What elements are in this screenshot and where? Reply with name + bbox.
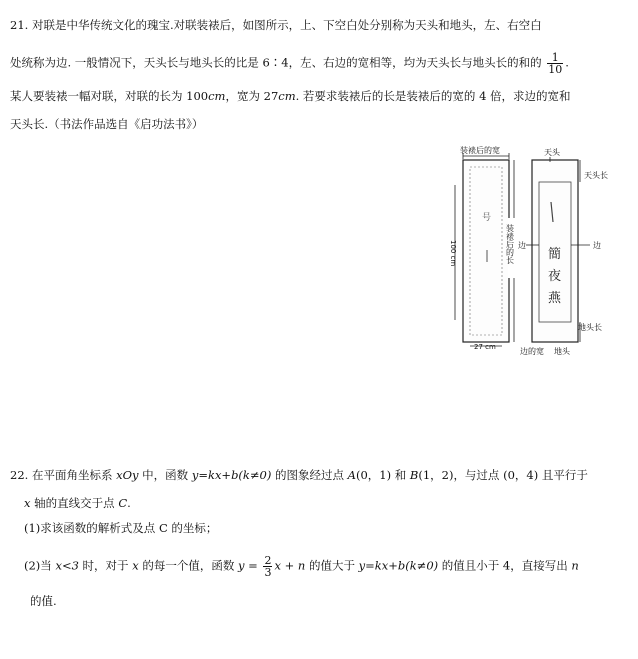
- q22-pointB: B: [409, 468, 419, 482]
- scroll-figure: [440, 140, 620, 365]
- q22-line2: [24, 495, 131, 511]
- calli-char-1: 簡: [548, 247, 562, 262]
- label-100cm: 100 cm: [449, 240, 457, 267]
- label-tiantou-len: 天头长: [584, 171, 608, 180]
- q22-text-1e: ，与过点 (0，4) 且平行于: [453, 468, 588, 482]
- q22-part2-f: 的值且小于 4，直接写出: [438, 558, 572, 573]
- q22-part2-e: 的值大于: [305, 558, 359, 573]
- q22-pointB-coord: (1，2): [418, 468, 454, 482]
- q21-unit-2: cm: [278, 89, 296, 103]
- left-calli-mark: 号: [482, 213, 492, 223]
- q21-line1: [10, 17, 542, 33]
- q22-pointA: A: [347, 468, 356, 482]
- q21-fraction: [547, 52, 563, 75]
- q22-text-1d: 和: [391, 468, 410, 482]
- label-tiantou: 天头: [544, 148, 560, 157]
- q22-part2-x: x: [132, 558, 139, 573]
- q21-line3: [10, 88, 571, 104]
- q21-unit-1: cm: [208, 89, 226, 103]
- q21-text-2-end: .: [565, 55, 569, 70]
- q21-number: 21.: [10, 18, 29, 32]
- q22-part2-n: n: [571, 558, 579, 573]
- calli-char-3: 燕: [548, 291, 562, 306]
- q21-text-3a: 某人要装裱一幅对联，对联的长为 100: [10, 89, 209, 103]
- q22-text-2-end: .: [127, 496, 131, 510]
- label-bian-left: 边: [518, 241, 526, 250]
- q22-part2-cond: x<3: [55, 558, 79, 573]
- q22-text-1b: 中，函数: [138, 468, 192, 482]
- q22-frac-num: 2: [264, 554, 272, 567]
- q22-frac-den: 3: [264, 566, 272, 579]
- q21-frac-den: 10: [548, 63, 563, 76]
- q22-part2-c: 的每一个值，函数: [138, 558, 239, 573]
- q22-line1: [10, 467, 588, 483]
- label-bian-right: 边: [593, 241, 601, 250]
- q22-part2-d: x + n: [274, 558, 306, 573]
- q21-text-3c: . 若要求装裱后的长是装裱后的宽的 4 倍，求边的宽和: [295, 89, 571, 103]
- label-27cm: 27 cm: [474, 343, 496, 351]
- q22-part1: [24, 520, 217, 536]
- q22-xoy: xOy: [116, 468, 139, 482]
- label-bian-width: 边的宽: [520, 347, 544, 356]
- q22-pointC: C: [118, 496, 128, 510]
- q22-part3-text: 的值.: [30, 594, 57, 608]
- q21-text-1: 对联是中华传统文化的瑰宝.对联装裱后，如图所示，上、下空白处分别称为天头和地头，左、右空白: [31, 18, 542, 32]
- q22-part1-text: (1)求该函数的解析式及点 C 的坐标；: [24, 521, 218, 535]
- label-width-after: 装裱后的宽: [460, 146, 500, 155]
- q22-fraction: [263, 555, 272, 578]
- q22-text-1c: 的图象经过点: [271, 468, 348, 482]
- q21-text-3b: ，宽为 27: [225, 89, 279, 103]
- label-ditou-len: 地头长: [578, 323, 602, 332]
- q22-part3: [30, 593, 57, 609]
- q22-part2-y: y: [238, 558, 245, 573]
- q22-part2-a: (2)当: [24, 558, 56, 573]
- q22-part2-b: 时，对于: [78, 558, 133, 573]
- q21-text-2: 处统称为边. 一般情况下，天头长与地头长的比是 6∶4，左、右边的宽相等，均为天头长与地头长的和的: [10, 55, 542, 70]
- calli-char-2: 夜: [548, 269, 562, 284]
- q21-line4: [10, 116, 203, 132]
- q22-func1: y=kx+b(k≠0): [191, 468, 272, 482]
- q21-line2: [10, 52, 569, 75]
- q21-frac-num: 1: [547, 52, 563, 64]
- label-length-after: 装裱后的长: [505, 224, 515, 264]
- q22-text-2a: 轴的直线交于点: [30, 496, 119, 510]
- q22-x: x: [24, 496, 31, 510]
- q21-text-4: 天头长.（书法作品选自《启功法书》）: [10, 117, 204, 131]
- q22-pointA-coord: (0，1): [355, 468, 392, 482]
- label-ditou: 地头: [554, 347, 570, 356]
- q22-part2-eq: =: [244, 558, 262, 573]
- q22-number: 22.: [10, 468, 29, 482]
- q22-text-1a: 在平面角坐标系: [31, 468, 117, 482]
- q22-part2: [24, 555, 579, 578]
- q22-part2-func: y=kx+b(k≠0): [358, 558, 439, 573]
